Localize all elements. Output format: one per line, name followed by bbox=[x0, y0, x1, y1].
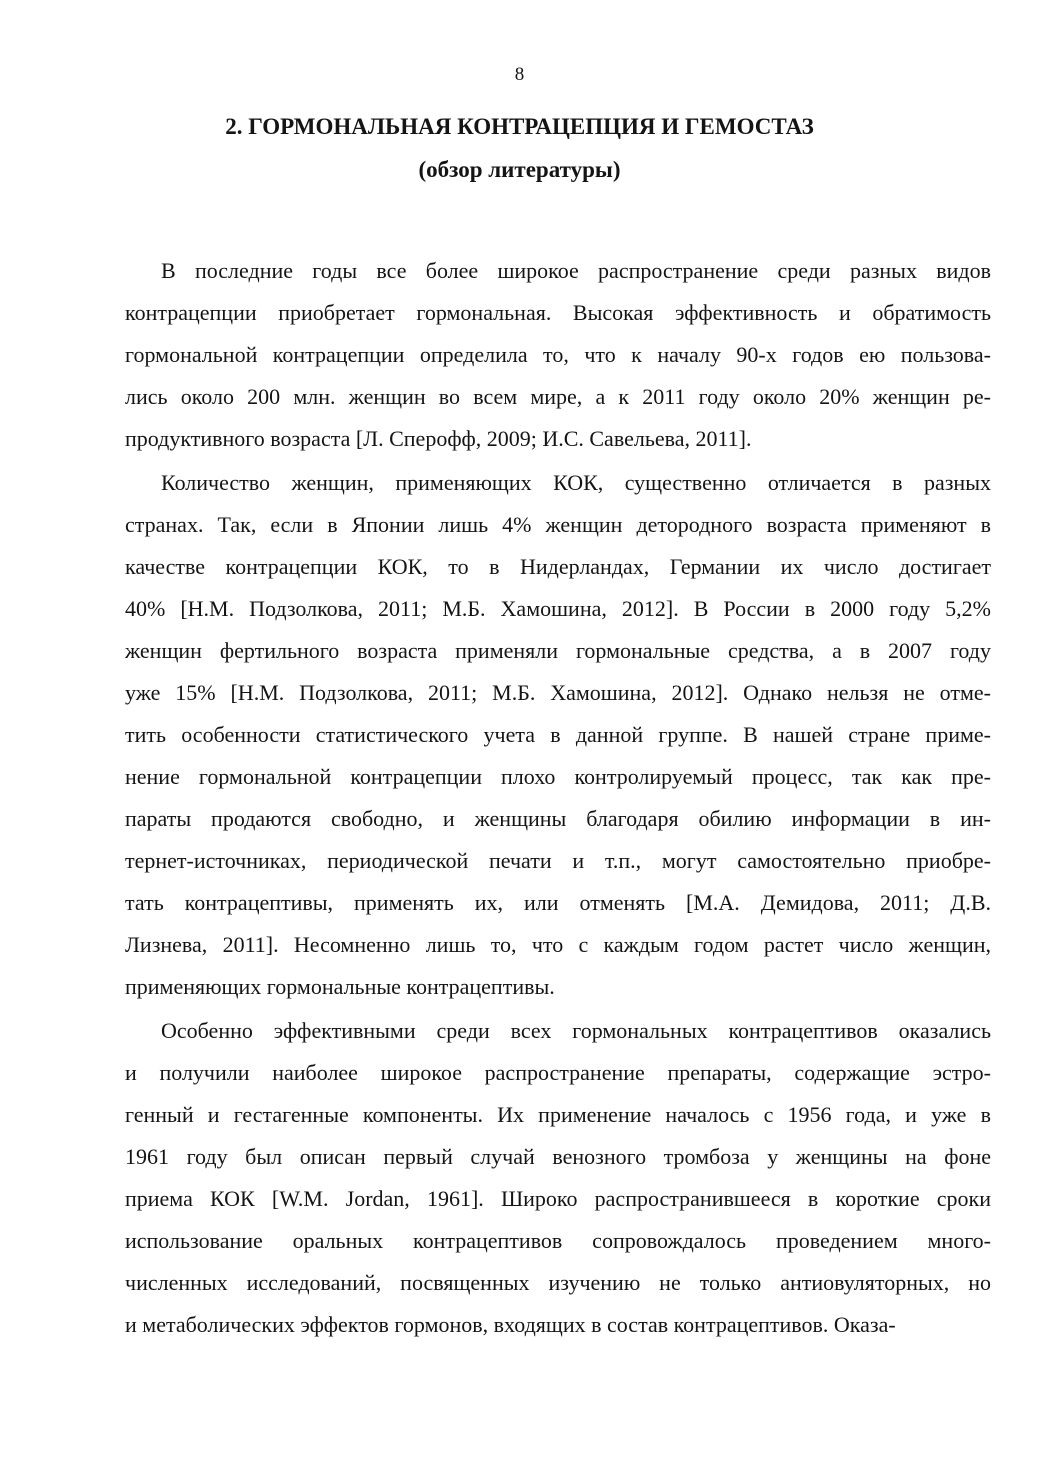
text-line: качестве контрацепции КОК, то в Нидерландах, Германии их число достигает bbox=[125, 554, 991, 579]
text-line: использование оральных контрацептивов сопровождалось проведением много- bbox=[125, 1228, 991, 1253]
text-line: 40% [Н.М. Подзолкова, 2011; М.Б. Хамошина, 2012]. В России в 2000 году 5,2% bbox=[125, 596, 991, 621]
page-number: 8 bbox=[514, 64, 525, 85]
text-line: приема КОК [W.M. Jordan, 1961]. Широко распространившееся в короткие сроки bbox=[125, 1186, 991, 1211]
paragraph bbox=[125, 250, 991, 460]
text-line: В последние годы все более широкое распространение среди разных видов bbox=[161, 258, 991, 283]
text-line: 1961 году был описан первый случай венозного тромбоза у женщины на фоне bbox=[125, 1144, 991, 1169]
text-line: нение гормональной контрацепции плохо контролируемый процесс, так как пре- bbox=[125, 764, 991, 789]
text-line: контрацепции приобретает гормональная. Высокая эффективность и обратимость bbox=[125, 300, 991, 325]
text-line: тернет-источниках, периодической печати и т.п., могут самостоятельно приобре- bbox=[125, 848, 991, 873]
body-text bbox=[125, 250, 991, 1346]
text-line: лись около 200 млн. женщин во всем мире, а к 2011 году около 20% женщин ре- bbox=[125, 384, 991, 409]
text-line: применяющих гормональные контрацептивы. bbox=[125, 974, 555, 999]
section-title: 2. ГОРМОНАЛЬНАЯ КОНТРАЦЕПЦИЯ И ГЕМОСТАЗ bbox=[225, 114, 814, 139]
text-line: Количество женщин, применяющих КОК, существенно отличается в разных bbox=[161, 470, 991, 495]
paragraph bbox=[125, 462, 991, 1008]
text-line: численных исследований, посвященных изучению не только антиовуляторных, но bbox=[125, 1270, 991, 1295]
text-line: и получили наиболее широкое распространение препараты, содержащие эстро- bbox=[125, 1060, 991, 1085]
section-subtitle: (обзор литературы) bbox=[418, 157, 621, 182]
text-line: Особенно эффективными среди всех гормональных контрацептивов оказались bbox=[161, 1018, 991, 1043]
paragraph bbox=[125, 1010, 991, 1346]
text-line: уже 15% [Н.М. Подзолкова, 2011; М.Б. Хамошина, 2012]. Однако нельзя не отме- bbox=[125, 680, 991, 705]
text-line: продуктивного возраста [Л. Сперофф, 2009; И.С. Савельева, 2011]. bbox=[125, 426, 752, 451]
text-line: Лизнева, 2011]. Несомненно лишь то, что с каждым годом растет число женщин, bbox=[125, 932, 991, 957]
text-line: гормональной контрацепции определила то, что к началу 90-х годов ею пользова- bbox=[125, 342, 991, 367]
text-line: параты продаются свободно, и женщины благодаря обилию информации в ин- bbox=[125, 806, 991, 831]
text-line: генный и гестагенные компоненты. Их применение началось с 1956 года, и уже в bbox=[125, 1102, 991, 1127]
text-line: странах. Так, если в Японии лишь 4% женщин детородного возраста применяют в bbox=[125, 512, 991, 537]
text-line: и метаболических эффектов гормонов, входящих в состав контрацептивов. Оказа- bbox=[125, 1312, 896, 1337]
text-line: тить особенности статистического учета в данной группе. В нашей стране приме- bbox=[125, 722, 991, 747]
text-line: женщин фертильного возраста применяли гормональные средства, а в 2007 году bbox=[125, 638, 991, 663]
text-line: тать контрацептивы, применять их, или отменять [М.А. Демидова, 2011; Д.В. bbox=[125, 890, 991, 915]
